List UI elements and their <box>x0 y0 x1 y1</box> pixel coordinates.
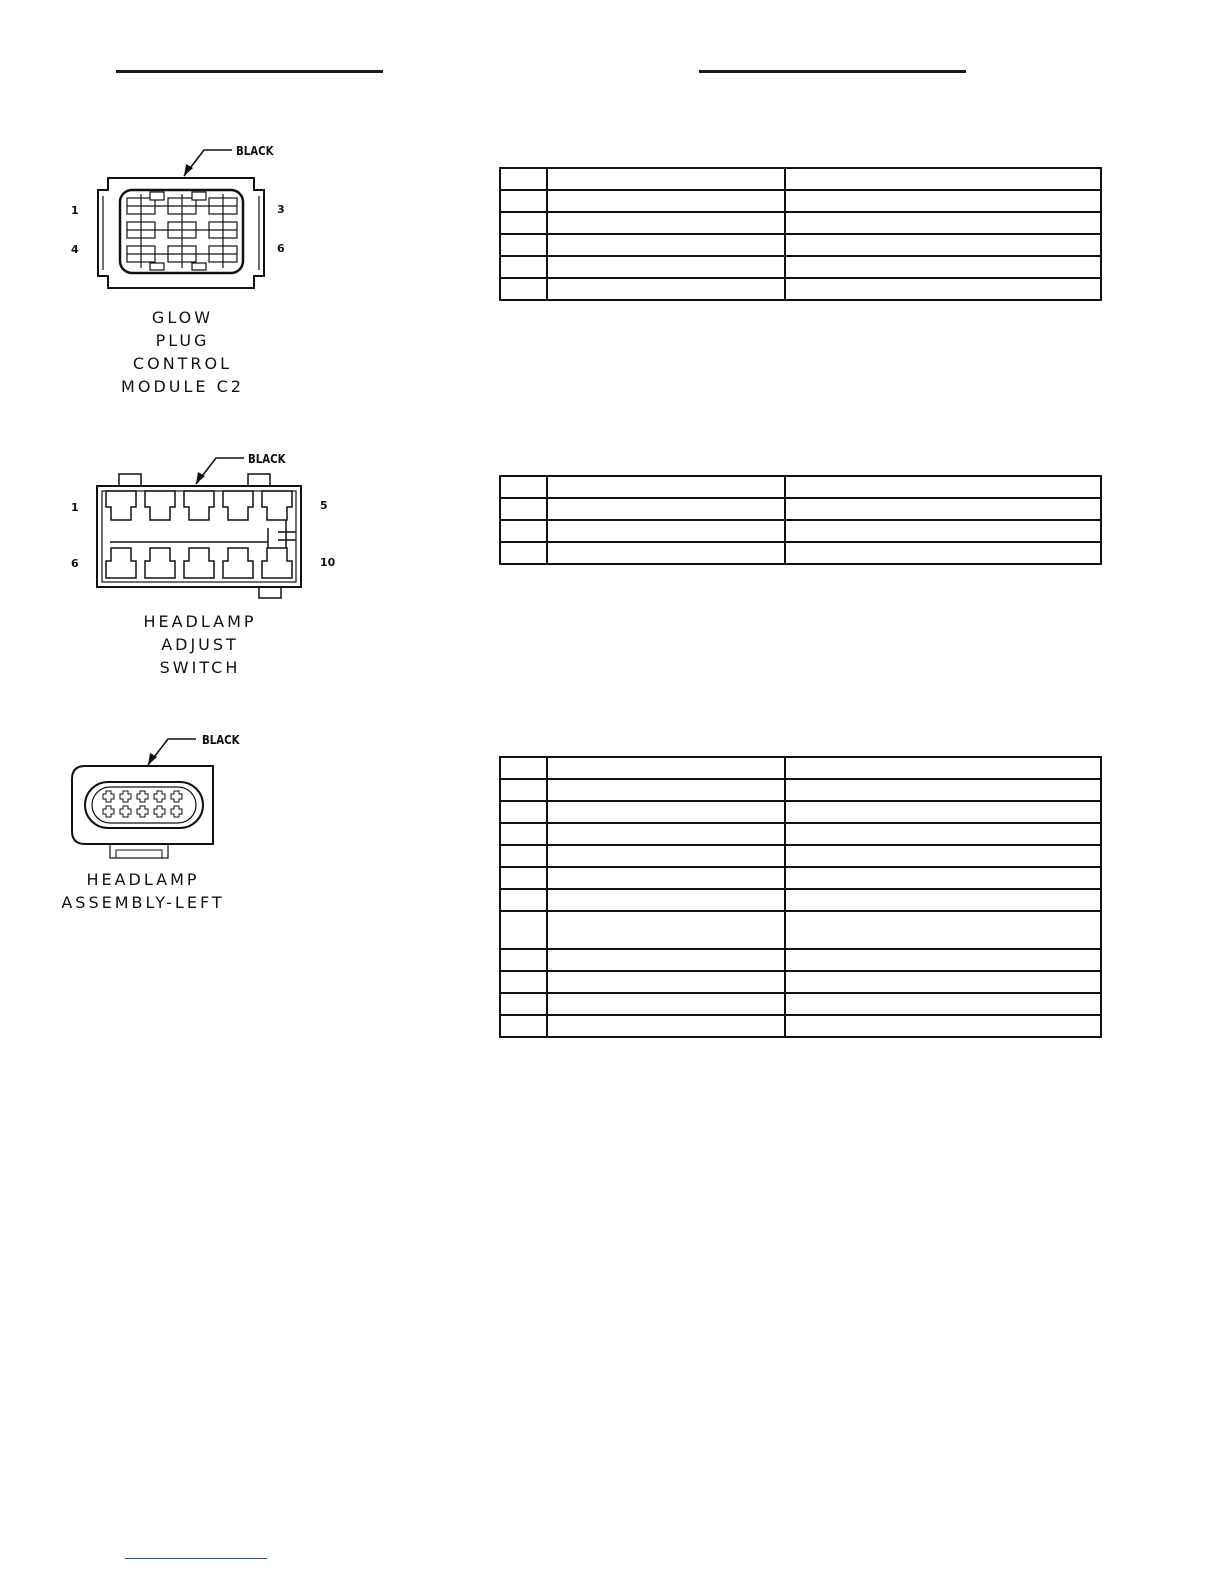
table-row <box>500 476 1101 498</box>
table-row <box>500 949 1101 971</box>
table-row <box>500 212 1101 234</box>
table-row <box>500 168 1101 190</box>
table-row <box>500 234 1101 256</box>
table-row <box>500 498 1101 520</box>
headlamp-assembly-pinout-table <box>499 756 1102 1038</box>
table-row <box>500 1015 1101 1037</box>
headlamp-assembly-connector-drawing <box>0 0 400 920</box>
footer-link-rule <box>125 1558 267 1559</box>
glow-plug-color-label: BLACK <box>236 144 274 158</box>
table-row <box>500 190 1101 212</box>
glow-plug-pin-label-4: 4 <box>71 243 79 256</box>
table-row <box>500 911 1101 949</box>
headlamp-adjust-color-label: BLACK <box>248 452 286 466</box>
table-row <box>500 779 1101 801</box>
glow-plug-pin-label-3: 3 <box>277 203 285 216</box>
glow-plug-name-line-1: GLOW <box>151 308 214 327</box>
table-row <box>500 542 1101 564</box>
table-row <box>500 867 1101 889</box>
headlamp-adjust-pin-label-10: 10 <box>320 556 336 569</box>
table-row <box>500 993 1101 1015</box>
headlamp-adjust-name-line-2: ADJUST <box>161 635 239 654</box>
table-row <box>500 971 1101 993</box>
headlamp-assembly-connector-name <box>58 868 228 914</box>
glow-plug-name-line-3: CONTROL <box>132 354 233 373</box>
headlamp-assembly-name-line-1: HEADLAMP <box>86 870 200 889</box>
headlamp-assembly-color-label: BLACK <box>202 733 240 747</box>
glow-plug-pin-label-1: 1 <box>71 204 79 217</box>
headlamp-adjust-pin-label-5: 5 <box>320 499 328 512</box>
headlamp-adjust-name-line-1: HEADLAMP <box>143 612 257 631</box>
table-row <box>500 823 1101 845</box>
glow-plug-pinout-table <box>499 167 1102 301</box>
table-row <box>500 256 1101 278</box>
table-row <box>500 889 1101 911</box>
table-row <box>500 845 1101 867</box>
glow-plug-pin-label-6: 6 <box>277 242 285 255</box>
headlamp-adjust-pin-label-6: 6 <box>71 557 79 570</box>
table-row <box>500 801 1101 823</box>
headlamp-adjust-pin-label-1: 1 <box>71 501 79 514</box>
table-row <box>500 757 1101 779</box>
glow-plug-name-line-4: MODULE C2 <box>121 377 244 396</box>
table-row <box>500 278 1101 300</box>
table-row <box>500 520 1101 542</box>
headlamp-adjust-name-line-3: SWITCH <box>159 658 241 677</box>
headlamp-adjust-pinout-table <box>499 475 1102 565</box>
headlamp-assembly-name-line-2: ASSEMBLY-LEFT <box>61 893 225 912</box>
glow-plug-name-line-2: PLUG <box>155 331 210 350</box>
header-rule-right <box>699 70 966 73</box>
